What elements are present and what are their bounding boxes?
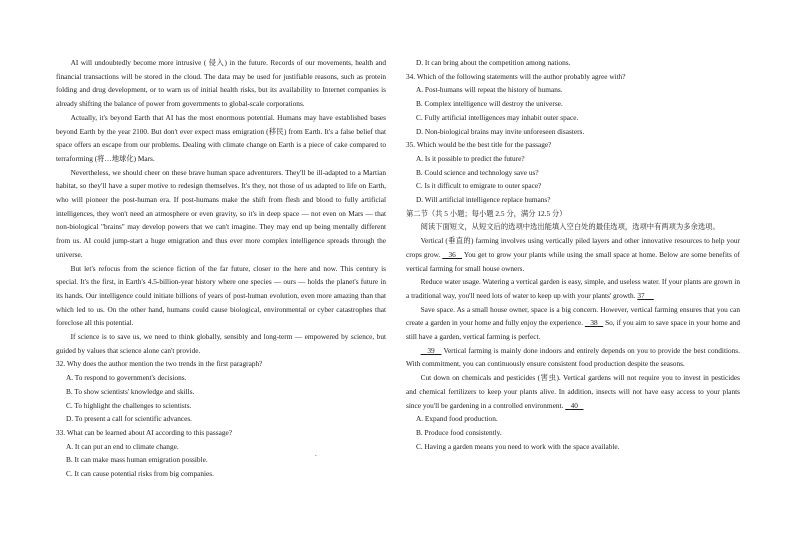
question-33-option-c: C. It can cause potential risks from big companies.	[66, 469, 214, 479]
cloze-paragraph-4	[406, 344, 740, 371]
left-column	[56, 56, 386, 481]
passage-paragraph-5: If science is to save us, we need to think globally, sensibly and long-term — empowered by science, but guided by values that science alone can't provide.	[56, 332, 386, 355]
cloze-paragraph-1	[406, 234, 740, 275]
question-35-option-b: B. Could science and technology save us?	[416, 167, 539, 177]
passage-paragraph-3: Nevertheless, we should cheer on these brave human space adventurers. They'll be ill-adapted to a Martian habitat, so they'll have a super motive to redesign themselves. It's they, not those of us adapted to life on Earth, who will pioneer the post-human era. If post-humans make the shift from flesh and blood to fully artificial intelligences, they won't need an atmosphere or even gravity, so it's in deep space — not even on Mars — that non-biological "brains" may develop powers that we can't imagine. They may end up being mentally different from us. AI could jump-start a huge emigration and thus ever more complex intelligence spreads through the universe.	[56, 167, 386, 259]
question-35-option-d: D. Will artificial intelligence replace humans?	[416, 195, 551, 205]
cloze-text: Save space. As a small house owner, space is a big concern. However, vertical farming ensures that you can create a garden in your home and fully enjoy the experience.	[406, 304, 740, 328]
blank-39[interactable]	[421, 346, 442, 355]
blank-number: 39	[427, 345, 435, 355]
cloze-text: Reduce water usage. Watering a vertical garden is easy, simple, and useless water. If your plants are grown in a traditional way, you'll need lots of water to keep up with your plants' growth.	[406, 277, 740, 300]
passage-paragraph-4: But let's refocus from the science fiction of the far future, closer to the here and now. This century is special. It's the first, in Earth's 4.5-billion-year history where one species — ours — holds the planet's future in its hands. Our intelligence could initiate billions of years of post-human evolution, even more amazing than that which led to us. On the other hand, humans could cause biological, environmental or cyber catastrophes that foreclose all this potential.	[56, 263, 386, 328]
section-instruction: 阅读下面短文，从短文后的选项中选出能填入空白处的最佳选项，选项中有两项为多余选项。	[420, 222, 720, 232]
section-title: 第二节（共 5 小题；每小题 2.5 分，满分 12.5 分）	[406, 208, 567, 218]
cloze-text: You get to grow your plants while using the small space at home. Below are some benefits of vertical farming for small house owners.	[406, 249, 740, 273]
cloze-text: Vertical farming is mainly done indoors and entirely depends on you to provide the best conditions. With commitment, you can continuously ensure consistent food production despite the seasons.	[406, 345, 740, 369]
cloze-option-c: C. Having a garden means you need to work with the space available.	[416, 441, 620, 451]
cloze-paragraph-3	[406, 303, 740, 344]
cloze-option-a: A. Expand food production.	[416, 414, 498, 424]
cloze-option-b: B. Produce food consistently.	[416, 427, 502, 437]
cloze-text: So, if you aim to save space in your home and still have a garden, vertical farming is perfect.	[406, 318, 740, 342]
question-32-option-c: C. To highlight the challenges to scientists.	[66, 400, 192, 410]
passage-paragraph-1: AI will undoubtedly become more intrusive ( 侵入) in the future. Records of our movements, health and financial transactions will be stored in the cloud. The data may be used for justifiable reasons, such as protein folding and drug development, or to warn us of initial health risks, but its availability to Internet companies is already shifting the balance of power from governments to global-scale corporations.	[56, 58, 386, 109]
question-33-option-d: D. It can bring about the competition among nations.	[416, 58, 571, 67]
blank-37[interactable]	[637, 291, 653, 300]
blank-36[interactable]	[442, 250, 462, 259]
question-32-option-b: B. To show scientists' knowledge and skills.	[66, 386, 195, 396]
question-34-option-b: B. Complex intelligence will destroy the universe.	[416, 99, 563, 109]
blank-number: 40	[570, 400, 578, 410]
question-33-option-a: A. It can put an end to climate change.	[66, 441, 179, 451]
question-34-option-c: C. Fully artificial intelligences may inhabit outer space.	[416, 112, 579, 122]
question-33-stem: 33. What can be learned about AI according to this passage?	[56, 427, 232, 437]
question-32-option-d: D. To present a call for scientific advances.	[66, 414, 192, 424]
question-35-stem: 35. Which would be the best title for the passage?	[406, 140, 552, 150]
question-33-option-b: B. It can make mass human emigration possible.	[66, 455, 208, 465]
right-column	[406, 56, 740, 453]
question-34-option-d: D. Non-biological brains may invite unforeseen disasters.	[416, 126, 585, 136]
question-35-option-c: C. Is it difficult to emigrate to outer space?	[416, 181, 542, 191]
blank-40[interactable]	[565, 401, 583, 410]
stray-mark: .	[315, 450, 317, 458]
passage-paragraph-2: Actually, it's beyond Earth that AI has the most enormous potential. Humans may have established bases beyond Earth by the year 2100. But don't ever expect mass emigration (移民) from Earth. It's a false belief that space offers an escape from our problems. Dealing with climate change on Earth is a piece of cake compared to terraforming (将…地球化) Mars.	[56, 112, 386, 163]
question-34-option-a: A. Post-humans will repeat the history of humans.	[416, 85, 563, 95]
blank-number: 38	[590, 318, 598, 328]
question-32-option-a: A. To respond to government's decisions.	[66, 373, 187, 383]
cloze-paragraph-2	[406, 275, 740, 302]
cloze-text: Vertical (垂直的) farming involves using vertically piled layers and other innovative resources to help your crops grow.	[406, 236, 740, 259]
question-35-option-a: A. Is it possible to predict the future?	[416, 153, 525, 163]
cloze-text: Cut down on chemicals and pesticides (害虫). Vertical gardens will not require you to invest in pesticides and chemical fertilizers to keep your plants alive. In addition, insects will not have easy access to your plants since you'll be gardening in a controlled environment.	[406, 373, 740, 410]
blank-38[interactable]	[585, 318, 603, 327]
blank-number: 36	[448, 249, 456, 259]
blank-number: 37	[637, 290, 645, 300]
question-34-stem: 34. Which of the following statements will the author probably agree with?	[406, 71, 626, 81]
cloze-paragraph-5	[406, 371, 740, 412]
question-32-stem: 32. Why does the author mention the two trends in the first paragraph?	[56, 359, 263, 369]
